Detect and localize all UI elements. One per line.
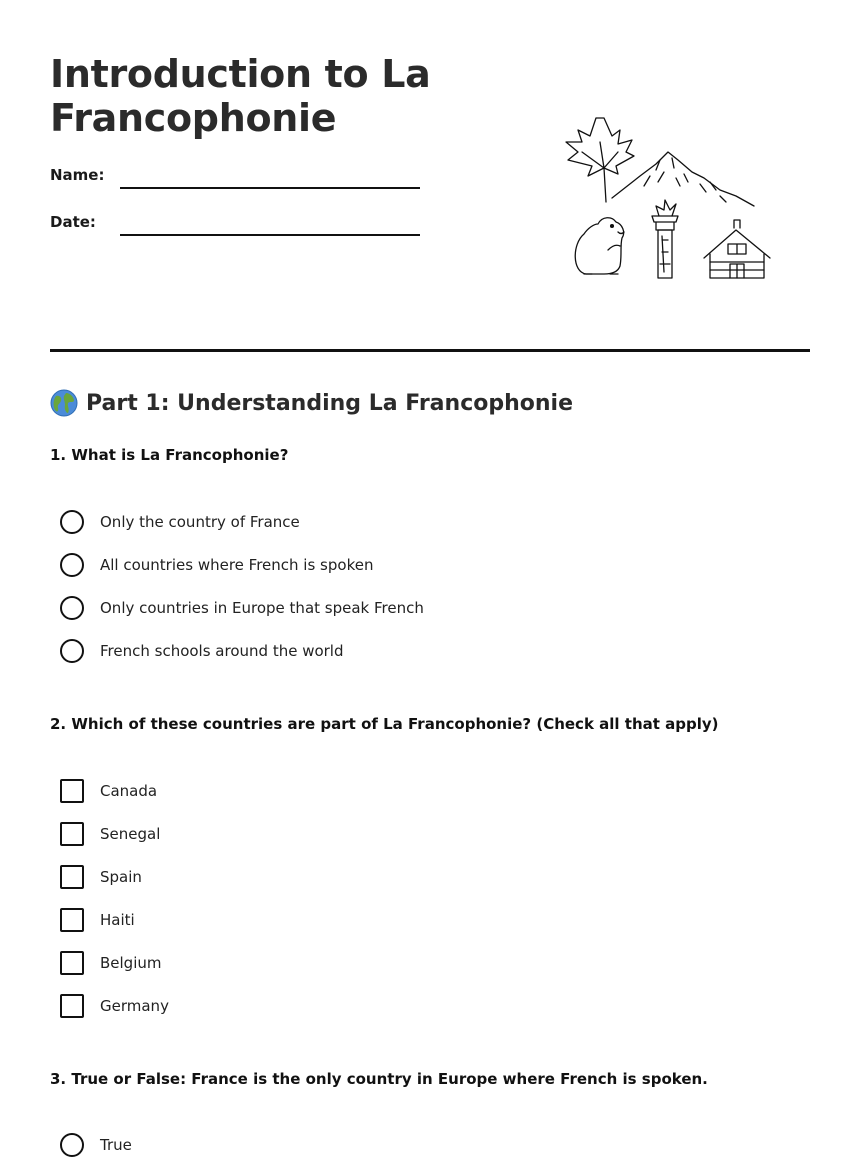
section-divider bbox=[50, 349, 810, 352]
option-label: Senegal bbox=[100, 825, 161, 843]
q1-option[interactable] bbox=[60, 552, 373, 578]
q2-option[interactable] bbox=[60, 993, 169, 1019]
radio-button[interactable] bbox=[60, 639, 84, 663]
option-label: All countries where French is spoken bbox=[100, 556, 374, 574]
worksheet-title bbox=[50, 52, 520, 140]
option-label: True bbox=[100, 1136, 132, 1154]
q1-option[interactable] bbox=[60, 509, 300, 535]
question-1: 1. What is La Francophonie? bbox=[50, 446, 289, 464]
francophonie-illustration bbox=[560, 112, 780, 284]
option-label: French schools around the world bbox=[100, 642, 344, 660]
part-1-heading bbox=[50, 389, 573, 417]
checkbox[interactable] bbox=[60, 779, 84, 803]
radio-button[interactable] bbox=[60, 596, 84, 620]
option-label: Only the country of France bbox=[100, 513, 300, 531]
option-label: Only countries in Europe that speak French bbox=[100, 599, 424, 617]
option-label: Canada bbox=[100, 782, 158, 800]
radio-button[interactable] bbox=[60, 553, 84, 577]
q2-option[interactable] bbox=[60, 950, 162, 976]
q2-option[interactable] bbox=[60, 821, 160, 847]
part-1-heading-text: Part 1: Understanding La Francophonie bbox=[86, 390, 573, 416]
title-line-1: Introduction to La bbox=[50, 52, 431, 96]
radio-button[interactable] bbox=[60, 510, 84, 534]
name-field[interactable] bbox=[120, 187, 420, 189]
checkbox[interactable] bbox=[60, 994, 84, 1018]
q2-option[interactable] bbox=[60, 864, 142, 890]
checkbox[interactable] bbox=[60, 822, 84, 846]
question-2: 2. Which of these countries are part of La Francophonie? (Check all that apply) bbox=[50, 715, 719, 733]
checkbox[interactable] bbox=[60, 865, 84, 889]
option-label: Belgium bbox=[100, 954, 162, 972]
q1-option[interactable] bbox=[60, 638, 344, 664]
chalet-icon bbox=[704, 220, 770, 278]
mountain-icon bbox=[612, 152, 754, 206]
question-3: 3. True or False: France is the only country in Europe where French is spoken. bbox=[50, 1070, 708, 1088]
checkbox[interactable] bbox=[60, 908, 84, 932]
checkbox[interactable] bbox=[60, 951, 84, 975]
radio-button[interactable] bbox=[60, 1133, 84, 1157]
title-line-2: Francophonie bbox=[50, 96, 337, 140]
date-label: Date: bbox=[50, 213, 96, 231]
totem-icon bbox=[652, 200, 678, 278]
globe-icon bbox=[50, 389, 78, 417]
option-label: Germany bbox=[100, 997, 169, 1015]
q2-option[interactable] bbox=[60, 907, 135, 933]
name-label: Name: bbox=[50, 166, 105, 184]
q2-option[interactable] bbox=[60, 778, 157, 804]
groundhog-icon bbox=[575, 218, 624, 274]
option-label: Haiti bbox=[100, 911, 135, 929]
q3-option[interactable] bbox=[60, 1132, 132, 1158]
q1-option[interactable] bbox=[60, 595, 424, 621]
option-label: Spain bbox=[100, 868, 142, 886]
date-field[interactable] bbox=[120, 234, 420, 236]
